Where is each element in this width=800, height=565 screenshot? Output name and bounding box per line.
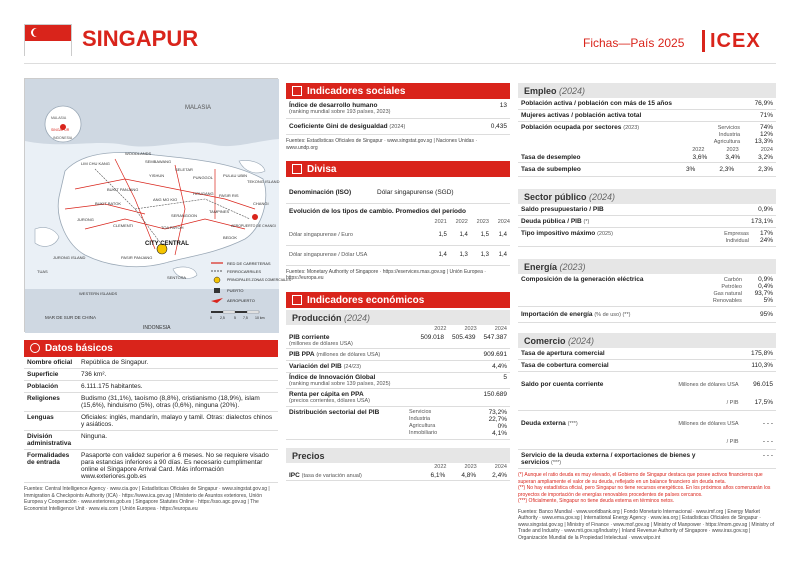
row-label: Empresas: [724, 230, 749, 237]
row-note: (***): [567, 421, 578, 427]
section-title: Divisa: [307, 164, 337, 175]
row-label: Saldo presupuestario / PIB: [521, 206, 604, 213]
produccion-header: [286, 310, 510, 325]
year-header: 2023: [476, 219, 489, 225]
year-header: 2022: [455, 219, 468, 225]
row-value: 150.689: [483, 390, 507, 398]
section-title: Datos básicos: [45, 343, 113, 354]
desempleo-row: [518, 153, 776, 163]
row-units: Millones de dólares USA: [678, 382, 739, 388]
row-value: 0,435: [490, 123, 507, 130]
row-value: Ninguna.: [78, 431, 278, 450]
table-row: [24, 357, 278, 369]
row-label: Coeficiente Gini de desigualdad: [289, 123, 388, 130]
table-row: [24, 369, 278, 381]
footnotes: [518, 472, 776, 505]
comercio-row: [518, 360, 776, 372]
place-label: YISHUN: [149, 173, 165, 178]
datos-source: Fuentes: Central Intelligence Agency · www.cia.gov | Estadísticas Oficiales de Singapur · www.singstat.gov.sg | Immigration & Checkpoints Authority (ICA) · https://www.ica.gov.sg | Ministerio de Asuntos exteriores, Unión Europea y Cooperación · www.exteriores.gob.es | Singapore Statutes Online · https://sso.agc.gov.sg | The Economist Intelligence Unit · www.eiu.com | Unión Europea · https://europa.eu: [24, 486, 270, 512]
table-row: [693, 138, 773, 145]
row-year: (2023): [623, 125, 640, 131]
row-sublabel: (24/23): [343, 363, 361, 370]
table-row: [693, 124, 773, 131]
place-label: BEDOK: [223, 235, 238, 240]
subsection-title: Precios: [292, 450, 325, 461]
row-label: Deuda externa: [521, 420, 566, 427]
cell: 74%: [759, 124, 773, 131]
cell: 0,4%: [758, 283, 773, 290]
row-sublabel: (millones de dólares USA): [289, 340, 353, 347]
empleo-sectores-table: [693, 124, 773, 145]
cell: 4,8%: [461, 471, 477, 479]
cell: 17,5%: [754, 399, 773, 406]
table-row: [703, 237, 773, 244]
table-row: [24, 450, 278, 483]
row-sublabel: (% de uso) (**): [594, 312, 631, 318]
publico-header: [518, 189, 776, 204]
row-label: Saldo por cuenta corriente: [521, 381, 604, 388]
table-row: [693, 290, 773, 297]
row-label: Tasa de apertura comercial: [521, 350, 605, 357]
cell: 3,2%: [758, 154, 773, 161]
economicos-header: [286, 292, 510, 308]
cell: 6,1%: [430, 471, 446, 479]
row-value: 13: [499, 102, 507, 109]
row-label: Individual: [725, 237, 749, 244]
gini-row: [286, 119, 510, 135]
row-label: Índice de desarrollo humano: [289, 102, 378, 109]
sociales-header: [286, 83, 510, 99]
cell: 3,6%: [692, 154, 708, 161]
year-header: 2022: [434, 463, 447, 470]
inset-label: INDONESIA: [53, 136, 73, 140]
row-label: Industria: [718, 131, 741, 138]
place-label: SENTOSA: [167, 275, 187, 280]
row-units: / PIB: [726, 439, 739, 445]
cell: 4,1%: [492, 429, 507, 437]
place-label: CLEMENTI: [113, 223, 134, 228]
cuenta-corriente-row: [518, 372, 776, 411]
table-row: [693, 131, 773, 138]
cell: 1,5: [438, 231, 447, 238]
header-divider: [24, 63, 776, 64]
info-icon: [30, 343, 40, 353]
row-label: Denominación (ISO): [289, 189, 352, 196]
subsection-title: Producción: [292, 312, 342, 323]
divisa-table: [286, 219, 510, 266]
row-label: Población: [24, 381, 78, 393]
row-value: Oficiales: inglés, mandarín, malayo y tamil. Otras: dialectos chinos y asiáticos.: [78, 412, 278, 431]
year-header: 2024: [494, 325, 507, 332]
cell: 1,4: [438, 252, 447, 258]
row-label: Carbón: [723, 276, 742, 283]
table-row: [286, 245, 510, 265]
row-label: Petróleo: [721, 283, 742, 290]
place-label: INDONESIA: [143, 325, 171, 331]
row-label: Población ocupada por sectores: [521, 124, 622, 131]
row-label: Nombre oficial: [24, 357, 78, 369]
row-label: PIB corriente: [289, 333, 330, 341]
row-label: Servicio de la deuda externa / exportaciones de bienes y servicios: [521, 452, 696, 466]
legend-label: FERROCARRILES: [227, 269, 262, 274]
row-value: 76,9%: [754, 100, 773, 107]
row-value: 173,1%: [750, 218, 773, 225]
row-value: 0,9%: [758, 206, 773, 213]
cell: 505.439: [452, 333, 476, 341]
row-sublabel: (precios corrientes, dólares USA): [289, 397, 371, 404]
place-label: ANG MO KIO: [153, 197, 178, 202]
empleo-sectores-row: [518, 122, 776, 147]
idh-row: [286, 99, 510, 119]
impositivo-row: [518, 228, 776, 247]
row-value: 110,3%: [751, 362, 773, 369]
country-map: [24, 78, 292, 332]
row-sublabel: (millones de dólares USA): [316, 351, 381, 358]
row-label: Tasa de cobertura comercial: [521, 362, 609, 369]
empleo-row: [518, 98, 776, 110]
legend-label: RED DE CARRETERAS: [227, 261, 271, 266]
row-label: Mujeres activas / población activa total: [521, 112, 642, 119]
sociales-source: Fuentes: Estadísticas Oficiales de Singapur · www.singstat.gov.sg | Naciones Unidas · www.undp.org: [286, 138, 478, 151]
brand-divider: [702, 30, 705, 52]
ppa-row: [286, 349, 510, 361]
year-header: 2023: [726, 147, 739, 153]
precios-header: [286, 448, 510, 463]
publico-row: [518, 204, 776, 216]
row-label: Servicios: [409, 409, 432, 415]
row-label: Gas natural: [713, 290, 742, 297]
row-value: 175,8%: [750, 350, 773, 357]
place-label: CHANGI: [253, 201, 269, 206]
year-header: 2024: [494, 463, 507, 470]
section-year: (2024): [568, 336, 595, 346]
table-row: [286, 225, 510, 245]
place-label: AEROPUERTO DE CHANGI: [231, 224, 276, 228]
scale-label: 0: [210, 316, 212, 320]
table-row: [703, 230, 773, 237]
row-label: Industria: [409, 416, 431, 422]
row-units: / PIB: [726, 400, 739, 406]
cell: 17%: [759, 230, 773, 237]
innovacion-row: [286, 373, 510, 389]
place-label: BUKIT BATOK: [95, 201, 122, 206]
page-title: SINGAPUR: [82, 26, 199, 51]
cell: 24%: [759, 237, 773, 244]
legend-label: PRINCIPALES ZONAS COMERCIALES: [227, 278, 292, 282]
cell: 2,4%: [492, 471, 507, 479]
row-value: 909.691: [483, 350, 507, 358]
divisa-source: Fuentes: Monetary Authority of Singapore · https://eservices.mas.gov.sg | Unión Europea · https://europa.eu: [286, 268, 486, 281]
row-label: IPC: [289, 471, 300, 479]
place-label: JURONG ISLAND: [53, 255, 86, 260]
scale-label: 5: [234, 316, 236, 320]
place-label: JURONG: [77, 217, 94, 222]
section-year: (2024): [589, 192, 616, 202]
year-header: 2022: [692, 147, 705, 153]
generacion-table: [693, 276, 773, 304]
row-label: Índice de Innovación Global: [289, 373, 376, 381]
section-title: Comercio: [524, 336, 566, 346]
section-title: Indicadores sociales: [307, 86, 406, 97]
year-header: 2023: [464, 463, 477, 470]
row-label: Tipo impositivo máximo: [521, 230, 596, 237]
row-label: Importación de energía: [521, 311, 593, 318]
row-label: Formalidades de entrada: [24, 450, 78, 483]
importacion-row: [518, 307, 776, 323]
cell: 3%: [685, 166, 696, 173]
section-title: Indicadores económicos: [307, 294, 425, 306]
years-row: [286, 463, 510, 471]
row-value: Pasaporte con validez superior a 6 meses. No se requiere visado para estancias inferiores a 90 días. Es necesario cumplimentar online el Singapore Arrival Card. Más información www.exteriores.gob.es: [78, 450, 278, 483]
series-title: Fichas—País 2025: [583, 36, 685, 50]
footnote: (***) Oficialmente, Singapur no tiene deuda externa en términos netos.: [518, 498, 675, 504]
cell: - - -: [762, 420, 773, 427]
column-middle: [286, 83, 510, 481]
row-label: Lenguas: [24, 412, 78, 431]
place-label: TOA PAYOH: [161, 225, 184, 230]
place-label: TAMPINES: [209, 209, 230, 214]
row-label: Deuda pública / PIB: [521, 218, 582, 225]
place-label: TEKONG ISLAND: [247, 179, 280, 184]
table-row: [693, 276, 773, 283]
table-row: [24, 393, 278, 412]
deuda-externa-row: [518, 411, 776, 450]
row-label: Dólar singapurense / Euro: [289, 231, 353, 238]
cell: 96.015: [753, 381, 773, 388]
inset-label: MALASIA: [51, 116, 67, 120]
scale-label: 10 km: [255, 316, 265, 320]
years-row: [286, 325, 510, 333]
row-label: Tasa de subempleo: [521, 166, 581, 173]
section-title: Energía: [524, 262, 558, 272]
year-header: 2023: [464, 325, 477, 332]
comercio-row: [518, 348, 776, 360]
table-row: [693, 297, 773, 304]
place-label: PASIR PANJANG: [121, 255, 153, 260]
table-row: [409, 423, 507, 430]
row-value: 5: [503, 373, 507, 381]
publico-row: [518, 216, 776, 228]
place-label: TUAS: [37, 269, 48, 274]
row-units: Millones de dólares USA: [678, 421, 739, 427]
row-value: - - -: [762, 452, 773, 459]
row-label: Tasa de desempleo: [521, 154, 581, 161]
row-sublabel: (tasa de variación anual): [301, 472, 362, 479]
subempleo-row: [518, 163, 776, 177]
row-label: Religiones: [24, 393, 78, 412]
map-label: MALASIA: [185, 105, 212, 111]
place-label: SELETAR: [175, 167, 193, 172]
divisa-header: [286, 161, 510, 177]
place-label: BUKIT PANJANG: [107, 187, 139, 192]
cell: - - -: [762, 438, 773, 445]
row-label: Composición de la generación eléctrica: [521, 276, 644, 283]
cell: 1,4: [498, 252, 507, 258]
place-label: WESTERN ISLANDS: [79, 291, 118, 296]
var-row: [286, 361, 510, 373]
cell: 509.018: [420, 333, 444, 341]
row-value: 4,4%: [492, 362, 507, 370]
cell: 1,4: [459, 231, 468, 238]
legend-label: AEROPUERTO: [227, 298, 255, 303]
row-value: 95%: [759, 311, 773, 318]
cell: 547.387: [483, 333, 507, 341]
place-label: SEMBAWANG: [145, 159, 172, 164]
row-label: Agricultura: [409, 423, 436, 429]
section-year: (2023): [559, 262, 586, 272]
evolucion-title: Evolución de los tipos de cambio. Promedios del período: [289, 208, 466, 215]
sectorial-table: [409, 409, 507, 437]
row-label: Inmobiliario: [409, 430, 438, 436]
section-title: Empleo: [524, 86, 557, 96]
generacion-row: [518, 274, 776, 307]
empleo-header: [518, 83, 776, 98]
table-row: [24, 431, 278, 450]
pib-row: [286, 333, 510, 349]
brand-logo: ICEX: [710, 30, 761, 52]
cell: 2,3%: [719, 166, 735, 173]
section-year: (2024): [559, 86, 586, 96]
row-label: PIB PPA: [289, 350, 315, 358]
table-row: [693, 283, 773, 290]
row-year: (2024): [389, 124, 406, 130]
table-row: [24, 381, 278, 393]
empleo-row: [518, 110, 776, 122]
footnote: (**) No hay estadística oficial, pero Singapur no tiene recursos energéticos. En los próximos años comenzarán los proyectos de importación de energías renovables procedentes de países cercanos.: [518, 485, 771, 498]
place-label: SERANGOON: [171, 213, 198, 218]
year-header: 2021: [434, 219, 447, 225]
cell: 22,7%: [488, 415, 507, 423]
cell: 13,3%: [754, 138, 773, 145]
scale-label: 2,5: [220, 316, 225, 320]
row-label: Renovables: [712, 297, 742, 304]
table-row: [24, 412, 278, 431]
cell: 1,4: [498, 231, 507, 238]
final-source: Fuentes: Banco Mundial · www.worldbank.org | Fondo Monetario Internacional · www.imf.org | Energy Market Authority · www.ema.gov.sg | International Energy Agency · www.iea.org | Estadísticas Oficiales de Singapur · www.singstat.gov.sg | Ministry of Finance · www.mof.gov.sg | Ministry of Manpower · https://mom.gov.sg | Ministry of Trade and Industry · www.mti.gov.sg/Industry | Inland Revenue Authority of Singapore · www.iras.gov.sg | Organización Mundial de la Propiedad Intelectual · www.wipo.int: [518, 508, 775, 541]
flag: [24, 24, 72, 56]
table-row: [409, 416, 507, 423]
datos-table: [24, 357, 278, 483]
cell: 12%: [759, 131, 773, 138]
inset-label: SINGAPUR: [51, 128, 70, 132]
servicio-deuda-row: [518, 450, 776, 469]
row-sublabel: (ranking mundial sobre 139 países, 2025): [289, 380, 391, 387]
row-sublabel: (ranking mundial sobre 193 países, 2023): [289, 109, 391, 115]
place-label: HOUGANG: [193, 191, 214, 196]
row-value: Dólar singapurense (SGD): [377, 189, 454, 196]
year-header: 2022: [434, 325, 447, 332]
map-svg: [25, 79, 292, 333]
rpc-row: [286, 389, 510, 407]
place-label: WOODLANDS: [125, 151, 152, 156]
row-value: Budismo (31,1%), taoísmo (8,8%), cristianismo (18,9%), islam (15,6%), hinduismo (5%), otras (0,6%), ninguna (20%).: [78, 393, 278, 412]
row-label: Servicios: [717, 124, 741, 131]
footnote: (*) Aunque el ratio deuda es muy elevado, el Gobierno de Singapur destaca que posee activos financieros que superan ampliamente el valor de su deuda, reflejado en un balance financiero sin deuda neta.: [518, 472, 763, 485]
row-label: Agricultura: [713, 138, 741, 145]
place-label: CITY CENTRAL: [145, 241, 189, 247]
legend-label: PUERTO: [227, 288, 244, 293]
year-header: 2024: [497, 219, 510, 225]
place-label: LIM CHU KANG: [81, 161, 110, 166]
impositivo-table: [703, 230, 773, 244]
row-label: Superficie: [24, 369, 78, 381]
row-label: Distribución sectorial del PIB: [289, 408, 380, 416]
cell: 0,9%: [758, 276, 773, 283]
section-title: Sector público: [524, 192, 587, 202]
row-value: 6.111.175 habitantes.: [78, 381, 278, 393]
sectorial-row: [286, 407, 510, 440]
energia-header: [518, 259, 776, 274]
denominacion-row: [286, 177, 510, 204]
cell: 1,3: [459, 252, 468, 258]
cell: 73,2%: [488, 408, 507, 416]
row-label: Dólar singapurense / Dólar USA: [289, 252, 368, 258]
cell: 93,7%: [754, 290, 773, 297]
scale-label: 7,5: [243, 316, 248, 320]
place-label: PUNGGOL: [193, 175, 214, 180]
currency-icon: [292, 164, 302, 174]
place-label: MAR DE SUR DE CHINA: [45, 315, 97, 320]
row-year: (2025): [597, 231, 613, 237]
people-icon: [292, 86, 302, 96]
row-label: Población activa / población con más de 15 años: [521, 100, 672, 107]
comercio-header: [518, 333, 776, 348]
chart-icon: [292, 295, 302, 305]
row-value: República de Singapur.: [78, 357, 278, 369]
row-value: 71%: [759, 112, 773, 119]
year-header: 2024: [760, 147, 773, 153]
table-row: [409, 409, 507, 416]
cell: 2,3%: [758, 166, 773, 173]
datos-header: [24, 340, 278, 357]
row-label: Renta per cápita en PPA: [289, 390, 364, 398]
cell: 0%: [497, 422, 507, 430]
place-label: PULAU UBIN: [223, 173, 248, 178]
row-label: Variación del PIB: [289, 362, 342, 370]
row-label: División administrativa: [24, 431, 78, 450]
cell: 3,4%: [725, 154, 741, 161]
subsection-year: (2024): [344, 312, 371, 323]
table-row: [409, 430, 507, 437]
cell: 1,5: [480, 231, 489, 238]
row-value: 736 km².: [78, 369, 278, 381]
row-note: (***): [551, 460, 562, 466]
row-note: (*): [583, 219, 590, 225]
ipc-row: [286, 471, 510, 481]
place-label: PASIR RIS: [219, 193, 239, 198]
column-right: [518, 83, 776, 541]
cell: 1,3: [480, 252, 489, 258]
datos-basicos: [24, 340, 278, 512]
cell: 5%: [763, 297, 773, 304]
